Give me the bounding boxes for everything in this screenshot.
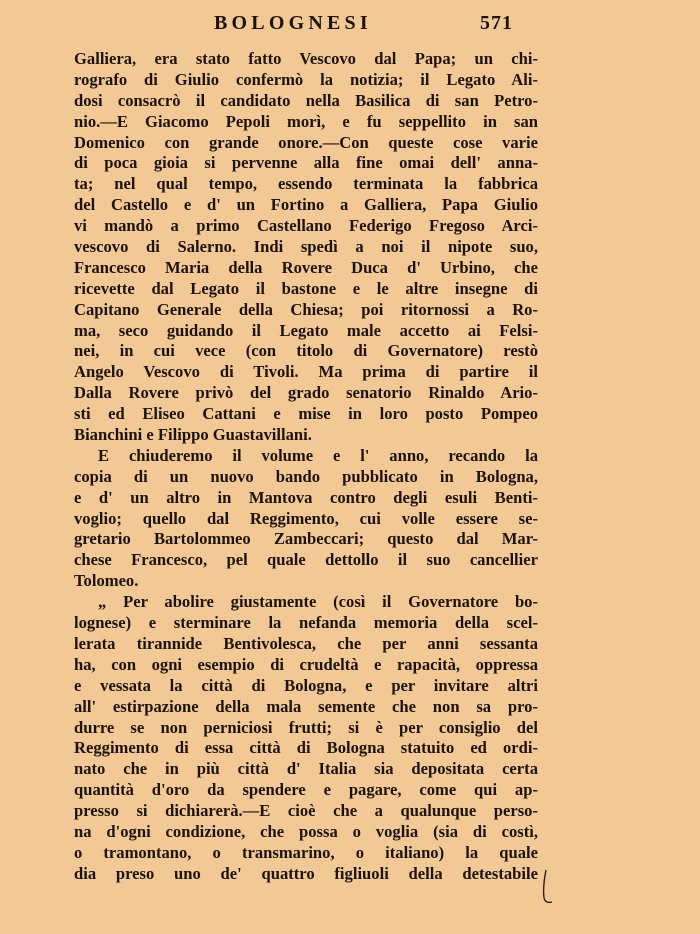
text-line: Galliera, era stato fatto Vescovo dal Papa; un chi- <box>74 49 538 68</box>
text-line: dia preso uno de' quattro figliuoli della detestabile <box>74 863 538 883</box>
body-text <box>74 49 538 885</box>
text-line: ma, seco guidando il Legato male accetto ai Felsi- <box>74 320 538 340</box>
text-line: nei, in cui vece (con titolo di Governatore) restò <box>74 341 538 361</box>
text-line: Capitano Generale della Chiesa; poi ritornossi a Ro- <box>74 299 538 319</box>
text-line: gretario Bartolommeo Zambeccari; questo dal Mar- <box>74 529 538 549</box>
text-line: chese Francesco, pel quale dettollo il suo cancellier <box>74 550 538 570</box>
text-line: lognese) e sterminare la nefanda memoria della scel- <box>74 613 538 633</box>
text-line: Bianchini e Filippo Guastavillani. <box>74 425 312 445</box>
text-line: Dalla Rovere privò del grado senatorio Rinaldo Ario- <box>74 383 538 403</box>
text-line: ha, con ogni esempio di crudeltà e rapacità, oppressa <box>74 654 538 674</box>
text-line: del Castello e d' un Fortino a Galliera, Papa Giulio <box>74 195 538 215</box>
text-line: „ Per abolire giustamente (così il Governatore bo- <box>98 592 538 612</box>
text-line: ta; nel qual tempo, essendo terminata la fabbrica <box>74 174 538 194</box>
text-line: vescovo di Salerno. Indi spedì a noi il nipote suo, <box>74 237 538 257</box>
text-line: lerata tirannide Bentivolesca, che per anni sessanta <box>74 633 538 653</box>
text-line: voglio; quello dal Reggimento, cui volle essere se- <box>74 508 538 528</box>
text-line: na d'ogni condizione, che possa o voglia (sia di costì, <box>74 821 538 841</box>
text-line: E chiuderemo il volume e l' anno, recando la <box>98 445 538 465</box>
text-line: dosi consacrò il candidato nella Basilica di san Petro- <box>74 90 538 110</box>
text-line: all' estirpazione della mala semente che non sa pro- <box>74 696 538 716</box>
text-line: presso si dichiarerà.—E cioè che a qualunque perso- <box>74 801 538 821</box>
text-line: ricevette dal Legato il bastone e le altre insegne di <box>74 278 538 298</box>
text-line: durre se non perniciosi frutti; si è per consiglio del <box>74 717 538 737</box>
text-line: Francesco Maria della Rovere Duca d' Urbino, che <box>74 257 538 277</box>
text-line: sti ed Eliseo Cattani e mise in loro posto Pompeo <box>74 404 538 424</box>
text-line: Domenico con grande onore.—Con queste cose varie <box>74 132 538 152</box>
text-line: nato che in più città d' Italia sia depositata certa <box>74 759 538 779</box>
text-line: o tramontano, o transmarino, o italiano) la quale <box>74 842 538 862</box>
text-line: vi mandò a primo Castellano Federigo Fregoso Arci- <box>74 216 538 236</box>
text-line: e d' un altro in Mantova contro degli esuli Benti- <box>74 487 538 507</box>
text-line: copia di un nuovo bando pubblicato in Bologna, <box>74 466 538 486</box>
page-number: 571 <box>480 12 513 34</box>
page-header <box>0 12 700 42</box>
text-line: e vessata la città di Bologna, e per invitare altri <box>74 675 538 695</box>
pencil-mark-icon <box>540 868 554 906</box>
text-line: quantità d'oro da spendere e pagare, come qui ap- <box>74 780 538 800</box>
text-line: Reggimento di essa città di Bologna statuito ed ordi- <box>74 738 538 758</box>
text-line: di poca gioia si pervenne alla fine omai dell' anna- <box>74 153 538 173</box>
text-line: Angelo Vescovo di Tivoli. Ma prima di partire il <box>74 362 538 382</box>
text-line: Tolomeo. <box>74 571 139 591</box>
text-line: rografo di Giulio confermò la notizia; il Legato Ali- <box>74 69 538 89</box>
text-line: nio.—E Giacomo Pepoli morì, e fu seppellito in san <box>74 111 538 131</box>
running-head: BOLOGNESI <box>214 12 372 34</box>
